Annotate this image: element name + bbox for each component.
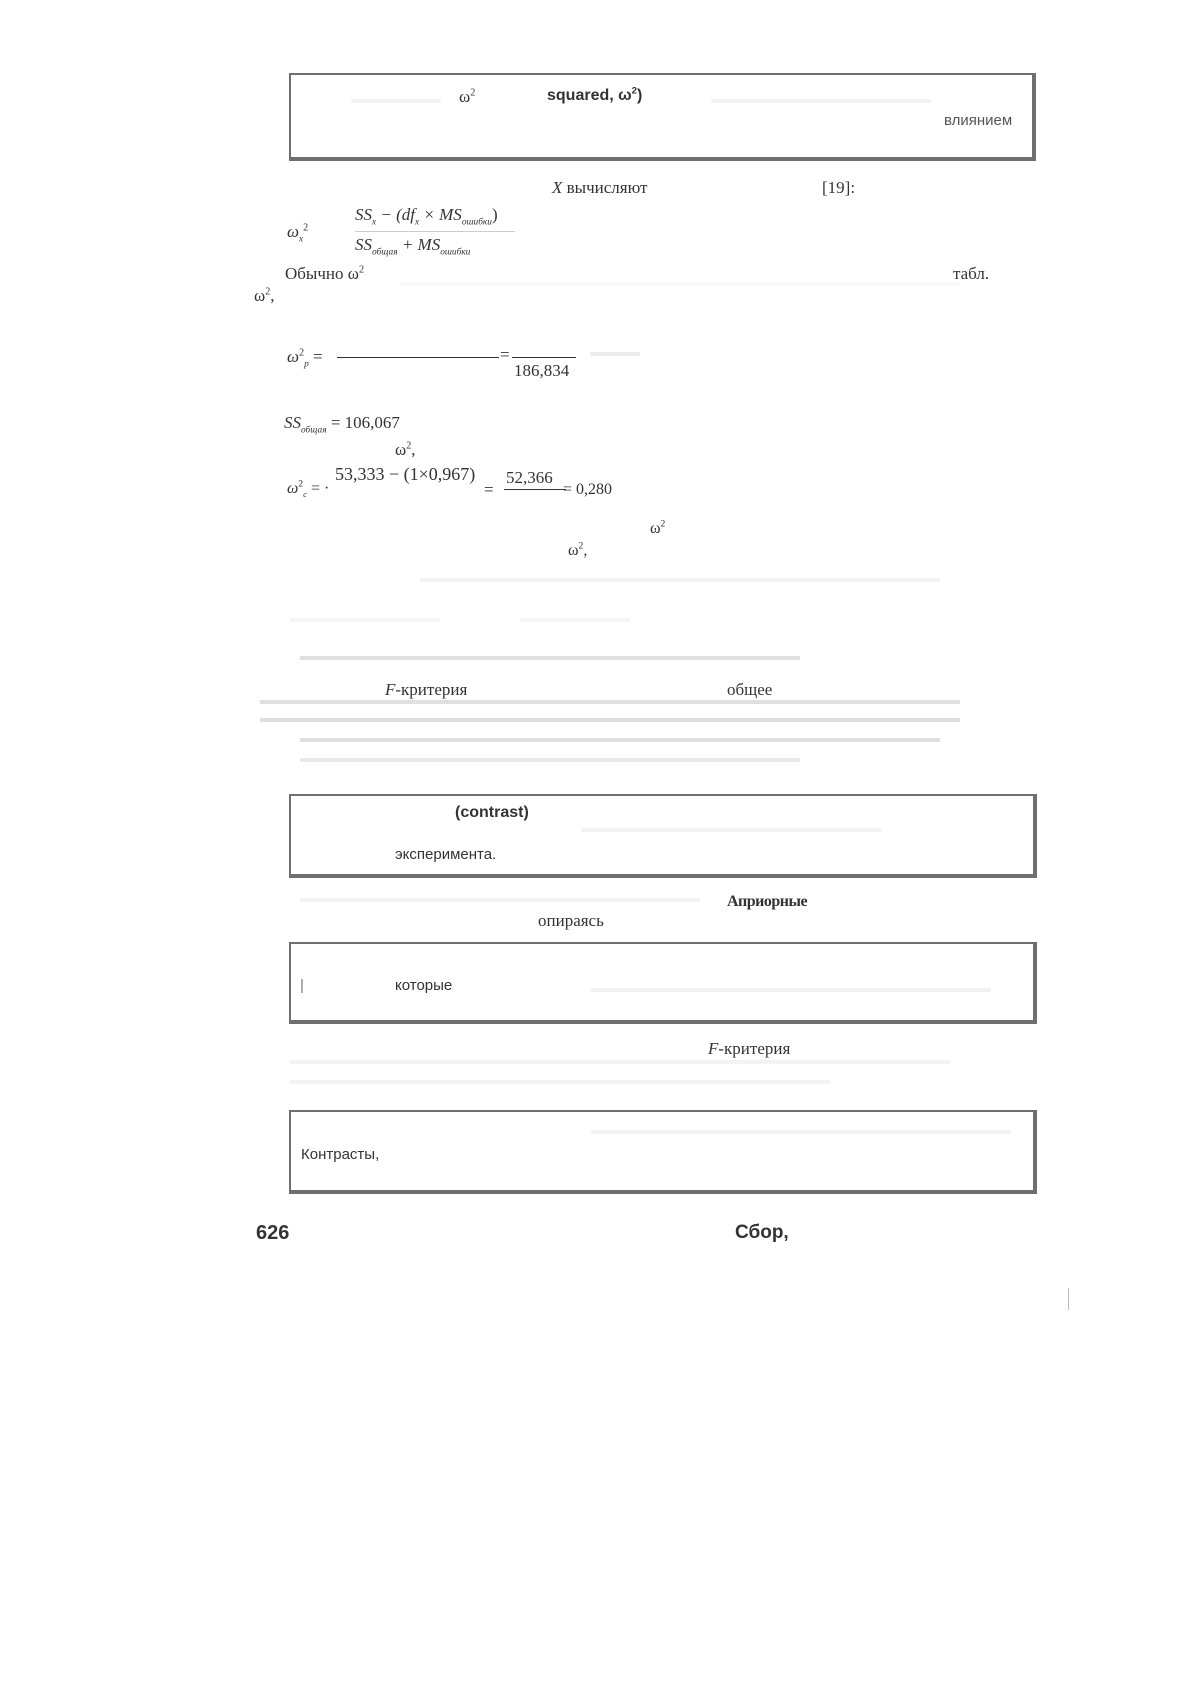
omega-squared-mention: $\omega^2$, [254,286,275,305]
omega-squared-term: squared, $\omega^2$) [547,85,643,104]
scan-artifact [1068,1288,1069,1310]
reference: [19]: [822,178,856,197]
omega-squared-symbol: $\omega^2$ [459,87,476,106]
formula-omega-c-lhs: $\omega^2_c$ = · [287,478,330,500]
formula-fraction-bar [355,231,515,232]
page-number: 626 [256,1222,290,1244]
usually-text: Обычно $\omega^2$ [285,264,365,283]
contrast-term: (contrast) [455,804,529,821]
formula-denominator: $SS_{общая} + MS_{ошибки}$ [355,235,471,258]
faded-text-line [290,1060,950,1064]
formula-c-numerator: 53,333 − (1×0,967) [335,464,476,484]
definition-box-contrast [289,794,1037,878]
faded-text-line [300,758,800,762]
ss-total: $SS_{общая} = 106,067$ [284,413,400,436]
faded-text-line [300,656,800,660]
definition-box-apriori [289,942,1037,1024]
total-word: общее [727,680,773,699]
f-criterion-mention: F-критерия [385,680,468,699]
experiment-word: эксперимента. [395,846,497,863]
faded-text-line [260,700,960,704]
formula-lhs: $\omega_x^2$ [287,222,309,245]
contrasts-word: Контрасты, [301,1146,380,1163]
formula-c-equals: = [484,480,494,499]
omega-squared-mention: $\omega^2$ [650,518,666,537]
apriori-term: Априорные [727,893,808,910]
faded-text-line [300,738,940,742]
formula-numerator: $SS_x - (df_x \times MS_{ошибки})$ [355,205,498,228]
formula-omega-p-lhs: $\omega^2_p$ = [287,347,323,370]
formula-c-result: = 0,280 [563,481,613,498]
table-abbreviation: табл. [953,264,990,283]
faded-text-line [290,618,440,622]
formula-c-numerator-2: 52,366 [506,468,553,487]
faded-text-line [420,578,940,582]
faded-text-line [590,352,640,356]
margin-bar: | [300,977,304,994]
faded-text-line [300,898,700,902]
faded-text-line [260,718,960,722]
formula-p-fraction-bar [337,357,499,358]
faded-text-line [581,828,881,832]
formula-p-fraction-bar-2 [512,357,576,358]
formula-c-fraction-bar [504,489,566,490]
faded-text-line [520,618,630,622]
faded-text-line [400,282,960,286]
intro-line: X вычисляют [552,178,648,197]
formula-p-equals: = [500,345,510,364]
omega-squared-mention: $\omega^2$, [395,440,416,459]
formula-p-denominator: 186,834 [514,361,570,380]
box1-right-word: влиянием [944,112,1013,129]
omega-squared-mention: $\omega^2$, [568,540,588,559]
faded-text-line [591,988,991,992]
definition-box-omega-squared [289,73,1036,161]
faded-text-line [290,1080,830,1084]
faded-text-line [711,99,931,103]
footer-collection: Сбор, [735,1222,789,1243]
which-word: которые [395,977,453,994]
relying-word: опираясь [538,911,604,930]
faded-text-line [351,99,441,103]
faded-text-line [591,1130,1011,1134]
f-criterion-mention-2: F-критерия [708,1039,791,1058]
definition-box-contrasts [289,1110,1037,1194]
